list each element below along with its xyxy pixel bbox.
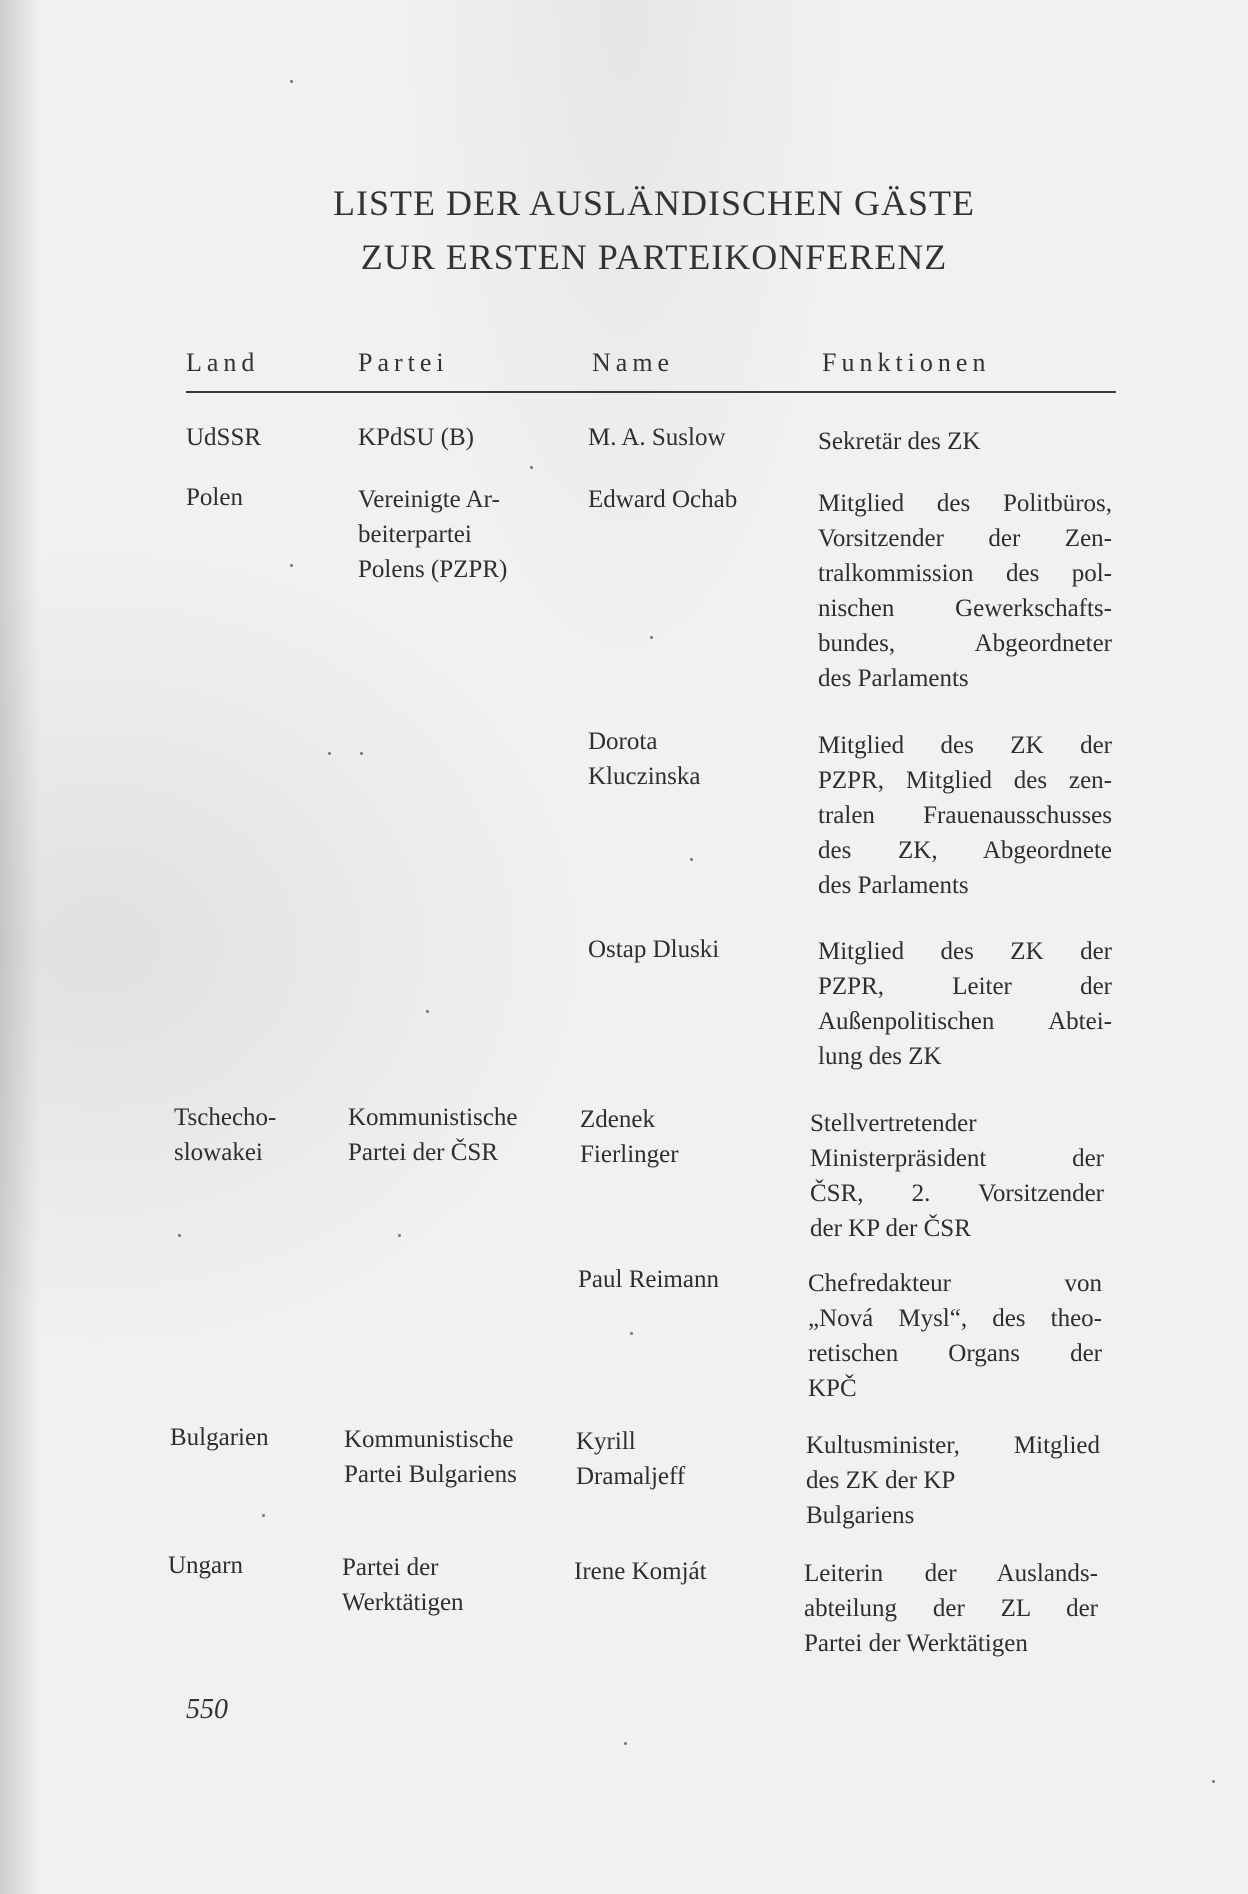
scan-speck	[426, 1010, 429, 1013]
scan-speck	[178, 1234, 181, 1237]
entry-funktionen	[818, 934, 1112, 1074]
funktion-line: der KP der ČSR	[810, 1215, 971, 1242]
entry-funktionen	[818, 728, 1112, 903]
entry-partei	[358, 482, 507, 587]
funktion-line: Chefredakteur von	[808, 1270, 1102, 1297]
entry-name	[580, 1102, 679, 1172]
funktion-line: des ZK der KP	[806, 1467, 956, 1494]
entry-funktionen	[808, 1266, 1102, 1406]
land-line: Polen	[186, 484, 243, 511]
funktion-line: Mitglied des Politbüros,	[818, 490, 1112, 517]
name-line: Paul Reimann	[578, 1266, 719, 1293]
funktion-line: ČSR, 2. Vorsitzender	[810, 1180, 1104, 1207]
header-rule	[186, 391, 1116, 393]
entry-name	[588, 724, 700, 794]
funktion-line: Mitglied des ZK der	[818, 938, 1112, 965]
entry-name	[588, 482, 737, 517]
funktion-line: des ZK, Abgeordnete	[818, 837, 1112, 864]
name-line: Dramaljeff	[576, 1463, 686, 1490]
scan-shadow	[0, 0, 40, 1894]
header-partei: Partei	[358, 348, 449, 377]
funktion-line: Stellvertretender	[810, 1110, 977, 1137]
funktion-line: PZPR, Leiter der	[818, 973, 1112, 1000]
partei-line: Partei der ČSR	[348, 1139, 498, 1166]
funktion-line: „Nová Mysl“, des theo-	[808, 1305, 1102, 1332]
funktion-line: KPČ	[808, 1375, 857, 1402]
entry-funktionen	[804, 1556, 1098, 1661]
name-line: Irene Komját	[574, 1558, 707, 1585]
entry-name	[576, 1424, 685, 1494]
land-line: Tschecho-	[174, 1104, 277, 1131]
funktion-line: des Parlaments	[818, 872, 969, 899]
funktion-line: tralen Frauenausschusses	[818, 802, 1112, 829]
entry-land	[174, 1100, 276, 1170]
scan-speck	[530, 466, 533, 469]
funktion-line: Ministerpräsident der	[810, 1145, 1104, 1172]
funktion-line: PZPR, Mitglied des zen-	[818, 767, 1112, 794]
header-funktionen: Funktionen	[822, 348, 991, 377]
land-line: Ungarn	[168, 1552, 243, 1579]
name-line: Edward Ochab	[588, 486, 738, 513]
entry-partei	[342, 1550, 464, 1620]
name-line: Fierlinger	[580, 1141, 679, 1168]
entry-partei	[348, 1100, 517, 1170]
page-title-line-2: ZUR ERSTEN PARTEIKONFERENZ	[360, 237, 948, 277]
entry-funktionen	[806, 1428, 1100, 1533]
partei-line: Kommunistische	[348, 1104, 518, 1131]
scan-speck	[328, 752, 331, 755]
partei-line: Werktätigen	[342, 1589, 464, 1616]
scan-speck	[690, 858, 693, 861]
entry-funktionen	[818, 424, 1112, 459]
page-number: 550	[186, 1694, 228, 1725]
entry-partei	[344, 1422, 517, 1492]
partei-line: Partei der	[342, 1554, 439, 1581]
funktion-line: Bulgariens	[806, 1502, 915, 1529]
entry-name	[578, 1262, 719, 1297]
funktion-line: des Parlaments	[818, 665, 969, 692]
funktion-line: Außenpolitischen Abtei-	[818, 1008, 1112, 1035]
entry-partei	[358, 420, 474, 455]
name-line: Ostap Dluski	[588, 936, 720, 963]
entry-funktionen	[810, 1106, 1104, 1246]
funktion-line: tralkommission des pol-	[818, 560, 1112, 587]
name-line: Kluczinska	[588, 763, 701, 790]
funktion-line: abteilung der ZL der	[804, 1595, 1098, 1622]
name-line: Kyrill	[576, 1428, 636, 1455]
entry-land	[170, 1420, 269, 1455]
entry-name	[588, 420, 726, 455]
partei-line: Vereinigte Ar-	[358, 486, 500, 513]
scan-speck	[398, 1234, 401, 1237]
funktion-line: Sekretär des ZK	[818, 428, 981, 455]
scan-speck	[290, 80, 293, 83]
scan-speck	[630, 1332, 633, 1335]
funktion-line: Mitglied des ZK der	[818, 732, 1112, 759]
scan-speck	[360, 752, 363, 755]
funktion-line: bundes, Abgeordneter	[818, 630, 1112, 657]
entry-land	[186, 420, 261, 455]
entry-land	[186, 480, 243, 515]
land-line: slowakei	[174, 1139, 263, 1166]
page-title-line-1: LISTE DER AUSLÄNDISCHEN GÄSTE	[332, 183, 975, 223]
funktion-line: nischen Gewerkschafts-	[818, 595, 1112, 622]
partei-line: Partei Bulgariens	[344, 1461, 517, 1488]
land-line: UdSSR	[186, 424, 262, 451]
scan-speck	[262, 1514, 265, 1517]
partei-line: Kommunistische	[344, 1426, 514, 1453]
header-name: Name	[592, 348, 675, 377]
partei-line: beiterpartei	[358, 521, 472, 548]
entry-land	[168, 1548, 243, 1583]
partei-line: Polens (PZPR)	[358, 556, 508, 583]
funktion-line: Vorsitzender der Zen-	[818, 525, 1112, 552]
scan-speck	[624, 1742, 627, 1745]
funktion-line: Leiterin der Auslands-	[804, 1560, 1098, 1587]
name-line: M. A. Suslow	[588, 424, 726, 451]
header-land: Land	[186, 348, 260, 377]
scan-speck	[1212, 1780, 1215, 1783]
entry-name	[574, 1554, 707, 1589]
funktion-line: Kultusminister, Mitglied	[806, 1432, 1100, 1459]
entry-name	[588, 932, 719, 967]
name-line: Dorota	[588, 728, 658, 755]
scan-speck	[650, 636, 653, 639]
entry-funktionen	[818, 486, 1112, 696]
funktion-line: lung des ZK	[818, 1043, 942, 1070]
partei-line: KPdSU (B)	[358, 424, 474, 451]
land-line: Bulgarien	[170, 1424, 269, 1451]
name-line: Zdenek	[580, 1106, 655, 1133]
funktion-line: retischen Organs der	[808, 1340, 1102, 1367]
funktion-line: Partei der Werktätigen	[804, 1630, 1028, 1657]
scan-speck	[290, 564, 293, 567]
